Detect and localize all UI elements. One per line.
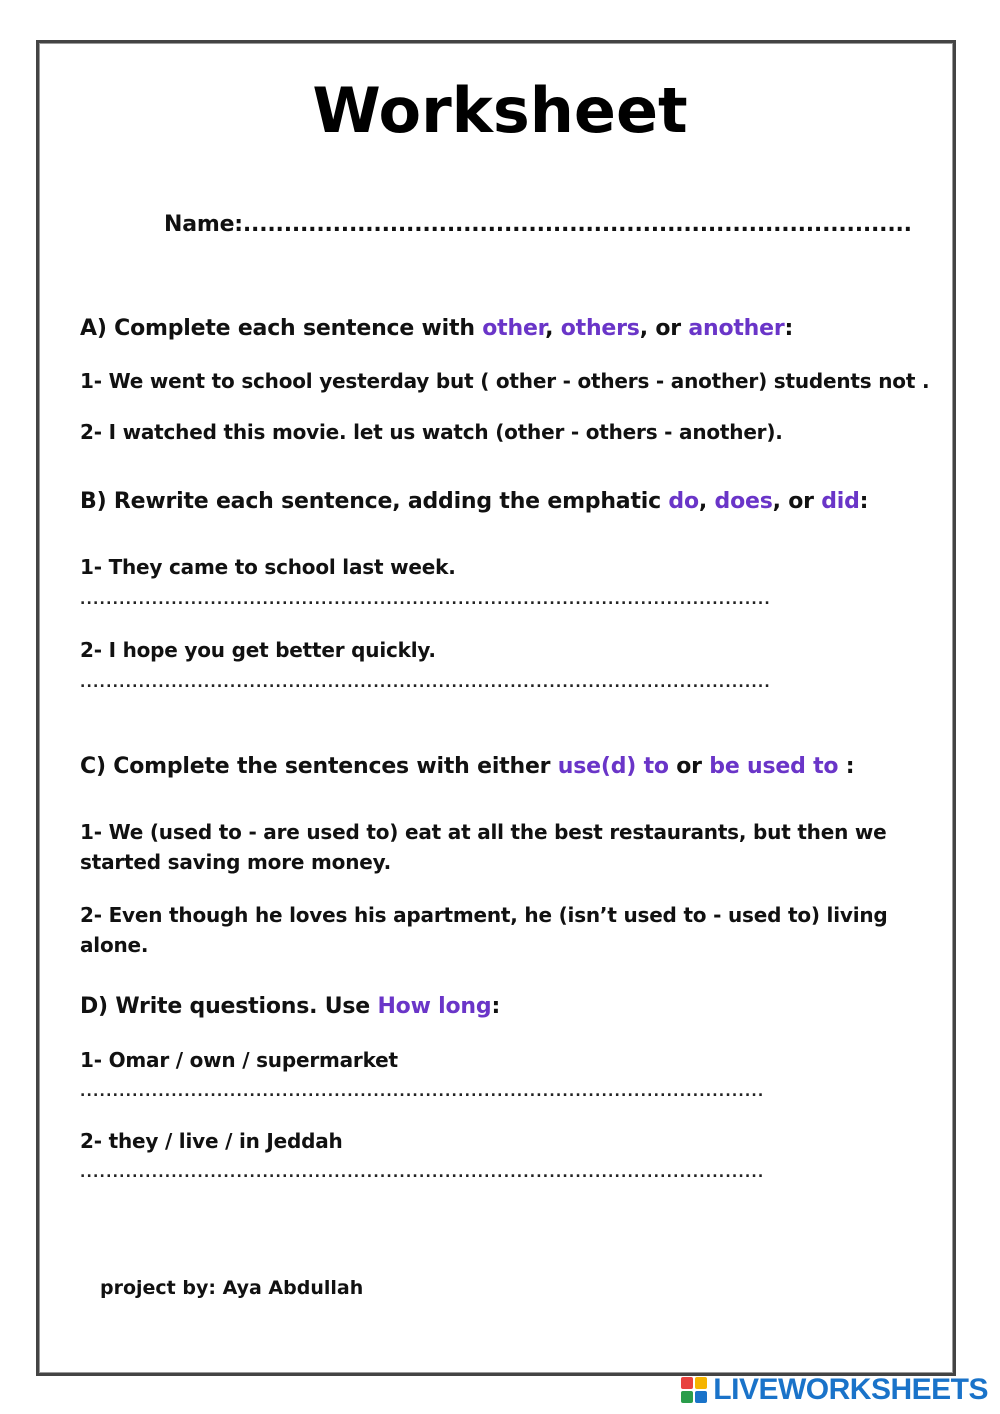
liveworksheets-logo-icon [681, 1377, 707, 1403]
section-c-question-1-line-1[interactable]: 1- We (used to - are used to) eat at all the best restaurants, but then we [80, 820, 887, 844]
word-used-to: use(d) to [557, 754, 669, 779]
section-b-question-1: 1- They came to school last week. [80, 555, 456, 579]
word-how-long: How long [377, 994, 492, 1019]
word-do: do [668, 489, 699, 514]
section-c-question-1-line-2: started saving more money. [80, 850, 391, 874]
section-d-heading-text: D) Write questions. Use [80, 994, 378, 1019]
liveworksheets-brand[interactable] [681, 1372, 988, 1408]
section-c-heading [80, 754, 854, 779]
section-c-question-2-line-2: alone. [80, 933, 149, 957]
separator: , [545, 316, 561, 341]
section-c-question-2-line-1[interactable]: 2- Even though he loves his apartment, he (isn’t used to - used to) living [80, 903, 888, 927]
section-d-question-1: 1- Omar / own / supermarket [80, 1048, 398, 1072]
word-other: other [482, 316, 546, 341]
heading-end: : [859, 489, 869, 514]
section-d-answer-2[interactable]: ......................................................................................................... [80, 1165, 765, 1181]
page-title: Worksheet [312, 74, 688, 147]
word-others: others [560, 316, 640, 341]
word-does: does [714, 489, 773, 514]
section-c-heading-text: C) Complete the sentences with either [80, 754, 558, 779]
section-d-question-2: 2- they / live / in Jeddah [80, 1129, 343, 1153]
word-be-used-to: be used to [709, 754, 839, 779]
heading-end: : [784, 316, 794, 341]
section-b-heading-text: B) Rewrite each sentence, adding the emphatic [80, 489, 669, 514]
section-b-heading [80, 489, 868, 514]
section-d-answer-1[interactable]: ......................................................................................................... [80, 1084, 765, 1100]
section-b-answer-1[interactable]: .......................................................................................................... [80, 592, 771, 608]
separator: or [668, 754, 710, 779]
section-a-heading [80, 316, 793, 341]
section-d-heading [80, 994, 500, 1019]
section-a-question-2[interactable]: 2- I watched this movie. let us watch (other - others - another). [80, 420, 783, 444]
brand-name: LIVEWORKSHEETS [713, 1373, 988, 1406]
section-b-question-2: 2- I hope you get better quickly. [80, 638, 436, 662]
separator: , [698, 489, 715, 514]
heading-end: : [491, 994, 501, 1019]
word-did: did [821, 489, 860, 514]
word-another: another [688, 316, 785, 341]
section-a-heading-text: A) Complete each sentence with [80, 316, 483, 341]
separator: , or [772, 489, 822, 514]
heading-end: : [838, 754, 855, 779]
separator: , or [639, 316, 689, 341]
section-b-answer-2[interactable]: .......................................................................................................... [80, 675, 771, 691]
project-credit: project by: Aya Abdullah [100, 1277, 364, 1299]
section-a-question-1[interactable]: 1- We went to school yesterday but ( other - others - another) students not . [80, 369, 930, 393]
name-field[interactable]: Name:.................................................................................. [164, 212, 912, 237]
